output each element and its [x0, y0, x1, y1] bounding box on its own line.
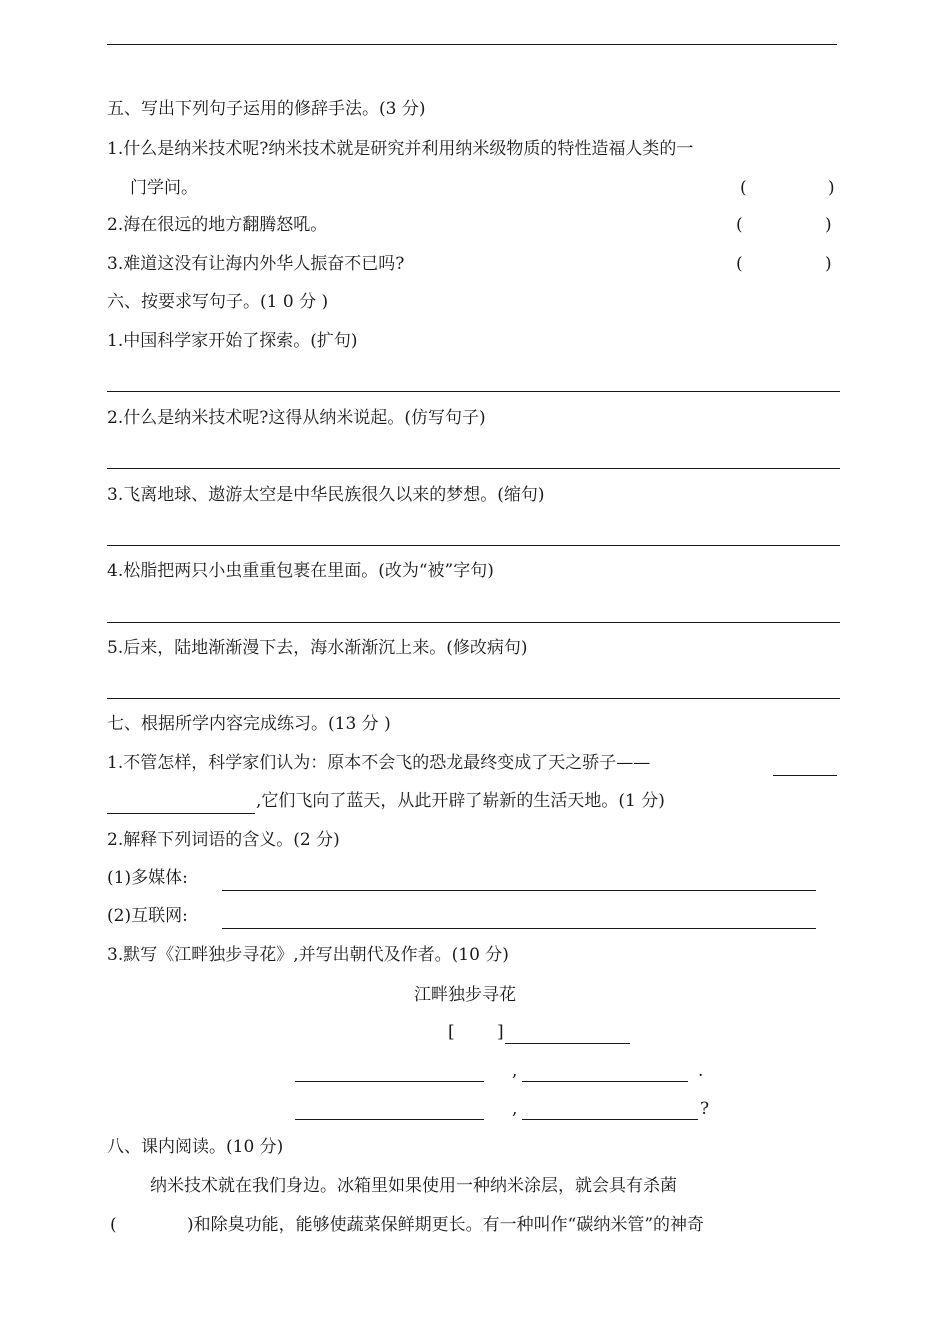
- poem-line-blank[interactable]: [522, 1081, 688, 1082]
- answer-line[interactable]: [107, 468, 840, 469]
- poem-question-mark: ?: [700, 1099, 710, 1119]
- s7-term-1: (1)多媒体:: [107, 868, 188, 888]
- section-5-heading: 五、写出下列句子运用的修辞手法。(3 分): [107, 99, 426, 119]
- answer-paren-open: (: [736, 215, 743, 235]
- s6-question-3: 3.飞离地球、遨游太空是中华民族很久以来的梦想。(缩句): [107, 485, 545, 505]
- section-8-heading: 八、课内阅读。(10 分): [107, 1137, 284, 1157]
- answer-paren-open: (: [736, 254, 743, 274]
- fill-blank-line[interactable]: [107, 813, 255, 814]
- header-rule: [107, 44, 837, 45]
- s7-question-1-line-1: 1.不管怎样，科学家们认为：原本不会飞的恐龙最终变成了天之骄子——: [107, 753, 651, 773]
- s7-question-3: 3.默写《江畔独步寻花》,并写出朝代及作者。(10 分): [107, 945, 509, 965]
- poem-line-blank[interactable]: [522, 1119, 698, 1120]
- reading-paragraph-line-2: )和除臭功能，能够使蔬菜保鲜期更长。有一种叫作“碳纳米管”的神奇: [187, 1215, 705, 1235]
- poem-title: 江畔独步寻花: [414, 985, 516, 1005]
- section-6-heading: 六、按要求写句子。(1 0 分 ): [107, 292, 329, 312]
- answer-paren-close: ): [825, 254, 832, 274]
- s6-question-4: 4.松脂把两只小虫重重包裹在里面。(改为“被”字句): [107, 561, 494, 581]
- s5-question-1-line-1: 1.什么是纳米技术呢?纳米技术就是研究并利用纳米级物质的特性造福人类的一: [107, 139, 694, 159]
- answer-line[interactable]: [107, 391, 840, 392]
- answer-line[interactable]: [107, 545, 840, 546]
- s5-question-1-line-2: 门学问。: [130, 178, 198, 198]
- reading-paragraph-line-1: 纳米技术就在我们身边。冰箱里如果使用一种纳米涂层，就会具有杀菌: [150, 1176, 677, 1196]
- poem-period: .: [698, 1061, 704, 1081]
- answer-paren-close: ): [828, 178, 835, 198]
- definition-line[interactable]: [222, 890, 816, 891]
- poem-line-blank[interactable]: [295, 1119, 484, 1120]
- answer-line[interactable]: [107, 698, 840, 699]
- answer-paren-close: ): [825, 215, 832, 235]
- definition-line[interactable]: [222, 928, 816, 929]
- answer-paren-open: (: [110, 1215, 117, 1235]
- s7-term-2: (2)互联网:: [107, 906, 188, 926]
- s5-question-2: 2.海在很远的地方翻腾怒吼。: [107, 215, 328, 235]
- s5-question-3: 3.难道这没有让海内外华人振奋不已吗?: [107, 254, 405, 274]
- s7-question-1-line-2: ,它们飞向了蓝天，从此开辟了崭新的生活天地。(1 分): [256, 791, 665, 811]
- section-7-heading: 七、根据所学内容完成练习。(13 分 ): [107, 714, 391, 734]
- fill-blank-line[interactable]: [773, 775, 837, 776]
- poem-comma: ,: [512, 1099, 518, 1119]
- bracket-open: [: [448, 1022, 455, 1042]
- s6-question-5: 5.后来，陆地渐渐漫下去，海水渐渐沉上来。(修改病句): [107, 638, 528, 658]
- s6-question-1: 1.中国科学家开始了探索。(扩句): [107, 331, 358, 351]
- answer-line[interactable]: [107, 622, 840, 623]
- s6-question-2: 2.什么是纳米技术呢?这得从纳米说起。(仿写句子): [107, 408, 486, 428]
- s7-question-2: 2.解释下列词语的含义。(2 分): [107, 830, 340, 850]
- answer-paren-open: (: [740, 178, 747, 198]
- author-blank-line[interactable]: [505, 1043, 630, 1044]
- bracket-close: ]: [497, 1022, 504, 1042]
- poem-comma: ,: [512, 1061, 518, 1081]
- poem-line-blank[interactable]: [295, 1081, 484, 1082]
